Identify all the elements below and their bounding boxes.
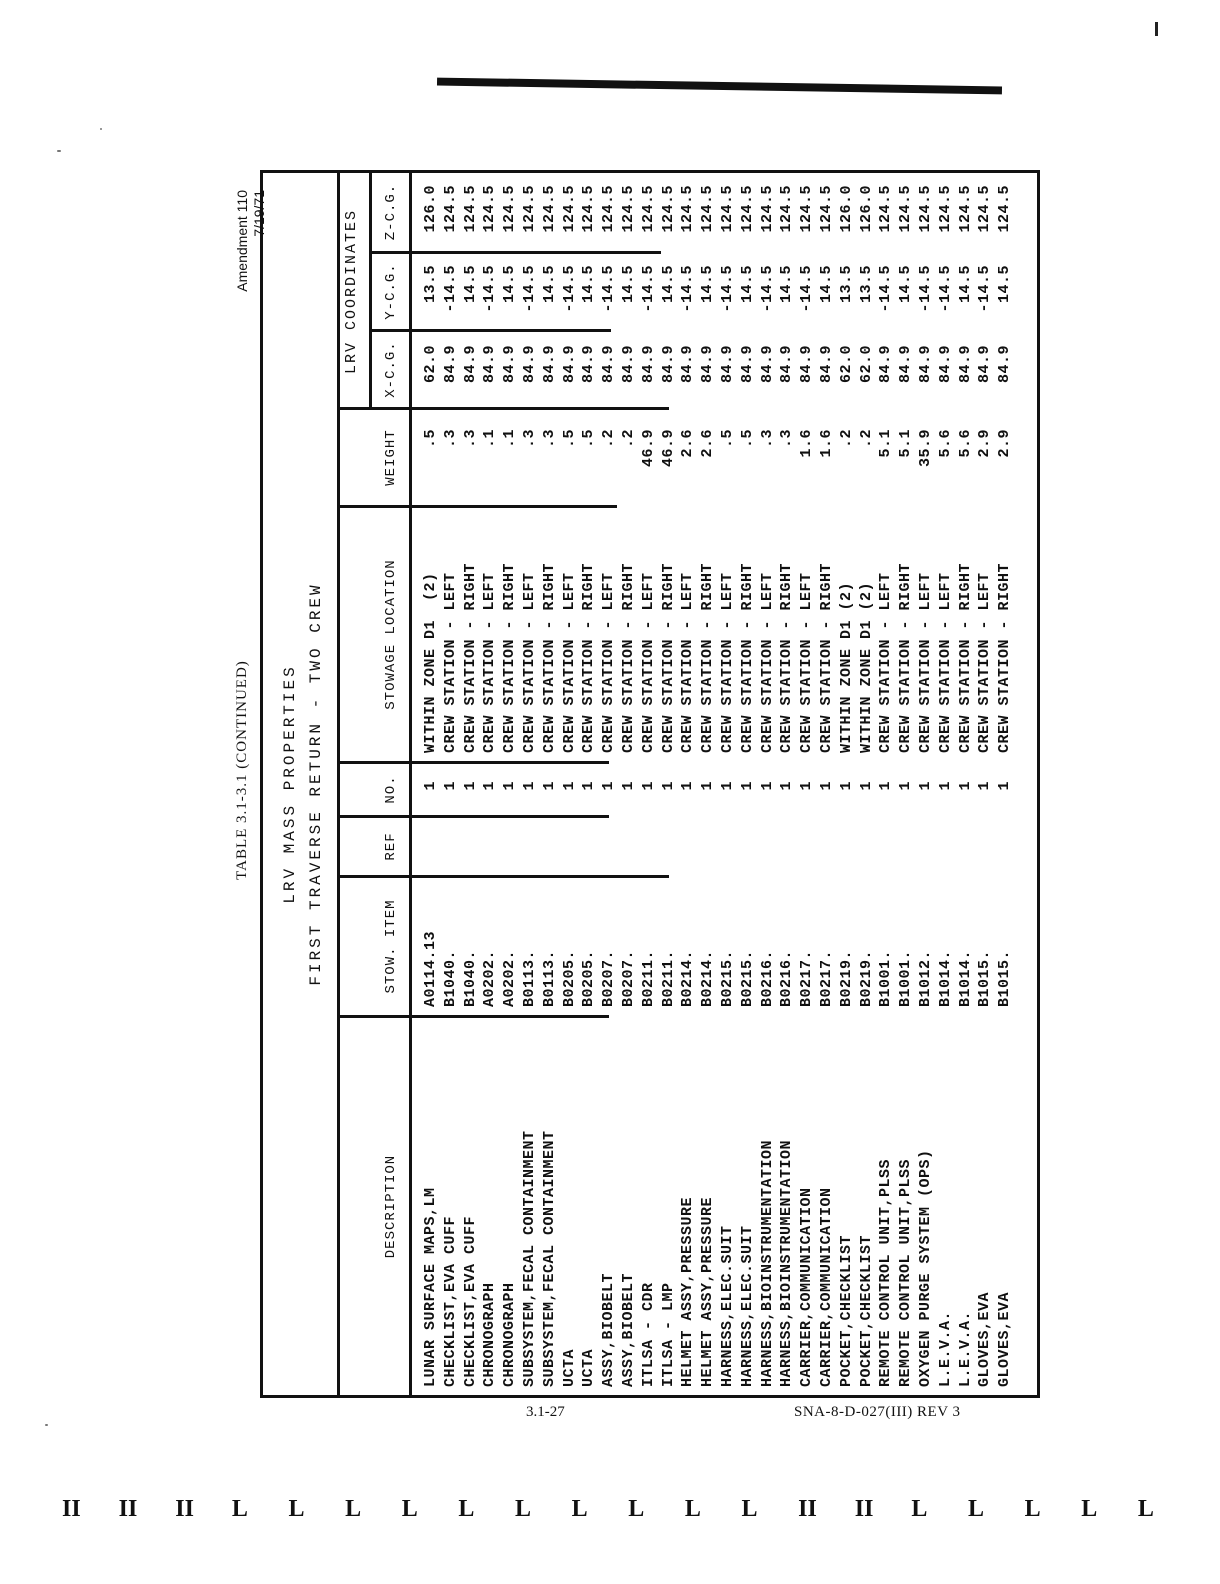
col-header-ref: REF <box>383 832 399 861</box>
cell-weight: 5.1 <box>877 429 895 458</box>
cell-y-cg: 14.5 <box>738 265 756 304</box>
cell-z-cg: 124.5 <box>916 185 934 233</box>
edge-mark: L <box>628 1496 645 1522</box>
cell-x-cg: 84.9 <box>956 345 974 384</box>
scan-speck <box>100 128 102 130</box>
cell-stowage-location: CREW STATION - LEFT <box>798 572 816 753</box>
cell-stowage-location: CREW STATION - LEFT <box>600 572 618 753</box>
cell-z-cg: 124.5 <box>718 185 736 233</box>
cell-y-cg: 14.5 <box>699 265 717 304</box>
cell-y-cg: 13.5 <box>837 265 855 304</box>
cell-x-cg: 84.9 <box>600 345 618 384</box>
cell-stow-item: B0207. <box>619 949 637 1007</box>
cell-description: ITLSA - CDR <box>639 1282 657 1387</box>
cell-y-cg: -14.5 <box>936 265 954 313</box>
cell-z-cg: 124.5 <box>600 185 618 233</box>
cell-description: HARNESS,ELEC.SUIT <box>738 1225 756 1387</box>
cell-y-cg: 14.5 <box>817 265 835 304</box>
cell-y-cg: 14.5 <box>956 265 974 304</box>
col-header-z-cg: Z-C.G. <box>383 183 399 241</box>
cell-weight: 1.6 <box>798 429 816 458</box>
cell-number: 1 <box>461 781 479 791</box>
cell-description: POCKET,CHECKLIST <box>837 1234 855 1387</box>
cell-z-cg: 124.5 <box>481 185 499 233</box>
cell-stow-item: B0214. <box>679 949 697 1007</box>
description-column <box>421 1019 1015 1387</box>
cell-y-cg: -14.5 <box>600 265 618 313</box>
cell-weight: .1 <box>481 429 499 449</box>
cell-number: 1 <box>540 781 558 791</box>
cell-weight: .1 <box>501 429 519 449</box>
cell-description: CHRONOGRAPH <box>481 1282 499 1387</box>
edge-mark: L <box>911 1496 928 1522</box>
cell-y-cg: -14.5 <box>916 265 934 313</box>
cell-y-cg: 14.5 <box>619 265 637 304</box>
cell-description: HELMET ASSY,PRESSURE <box>679 1196 697 1387</box>
cell-stow-item: B1014. <box>936 949 954 1007</box>
cell-stowage-location: CREW STATION - RIGHT <box>501 562 519 753</box>
cell-number: 1 <box>481 781 499 791</box>
cell-stowage-location: CREW STATION - LEFT <box>758 572 776 753</box>
cell-z-cg: 124.5 <box>956 185 974 233</box>
cell-description: LUNAR SURFACE MAPS,LM <box>422 1187 439 1387</box>
cell-number: 1 <box>600 781 618 791</box>
cell-weight: 46.9 <box>659 429 677 468</box>
cell-stowage-location: CREW STATION - LEFT <box>560 572 578 753</box>
edge-mark: L <box>1081 1496 1098 1522</box>
cell-x-cg: 84.9 <box>540 345 558 384</box>
cell-stow-item: B0211. <box>659 949 677 1007</box>
cell-x-cg: 84.9 <box>659 345 677 384</box>
cell-stowage-location: CREW STATION - LEFT <box>441 572 459 753</box>
table-title: LRV MASS PROPERTIES <box>281 664 299 904</box>
cell-stowage-location: CREW STATION - LEFT <box>718 572 736 753</box>
cell-z-cg: 124.5 <box>639 185 657 233</box>
cell-weight: .3 <box>758 429 776 449</box>
edge-mark: L <box>968 1496 985 1522</box>
cell-stowage-location: CREW STATION - RIGHT <box>817 562 835 753</box>
cell-stowage-location: CREW STATION - RIGHT <box>580 562 598 753</box>
cell-z-cg: 124.5 <box>996 185 1014 233</box>
cell-x-cg: 84.9 <box>501 345 519 384</box>
cell-x-cg: 84.9 <box>778 345 796 384</box>
redaction-rule <box>437 78 1002 95</box>
edge-mark: II <box>118 1496 138 1522</box>
cell-z-cg: 124.5 <box>817 185 835 233</box>
cell-z-cg: 124.5 <box>441 185 459 233</box>
cell-z-cg: 126.0 <box>422 185 439 233</box>
cell-z-cg: 126.0 <box>837 185 855 233</box>
cell-stow-item: B0219. <box>837 949 855 1007</box>
edge-mark: L <box>1024 1496 1041 1522</box>
cell-z-cg: 124.5 <box>778 185 796 233</box>
cell-description: CARRIER,COMMUNICATION <box>817 1187 835 1387</box>
cell-y-cg: 13.5 <box>857 265 875 304</box>
cell-z-cg: 124.5 <box>699 185 717 233</box>
cell-stow-item: B0205. <box>580 949 598 1007</box>
cell-weight: 1.6 <box>817 429 835 458</box>
cell-stowage-location: CREW STATION - LEFT <box>976 572 994 753</box>
cell-stow-item: A0202. <box>481 949 499 1007</box>
cell-y-cg: -14.5 <box>441 265 459 313</box>
cell-x-cg: 84.9 <box>461 345 479 384</box>
col-header-no: NO. <box>383 775 399 804</box>
cell-weight: .3 <box>461 429 479 449</box>
cell-x-cg: 84.9 <box>877 345 895 384</box>
scan-speck <box>45 1424 48 1426</box>
cell-z-cg: 124.5 <box>798 185 816 233</box>
cell-z-cg: 124.5 <box>976 185 994 233</box>
number-column <box>421 781 1015 815</box>
cell-x-cg: 84.9 <box>699 345 717 384</box>
cell-stowage-location: CREW STATION - LEFT <box>679 572 697 753</box>
cell-number: 1 <box>897 781 915 791</box>
page-number: 3.1-27 <box>526 1404 565 1420</box>
cell-weight: .3 <box>520 429 538 449</box>
cell-number: 1 <box>778 781 796 791</box>
cell-stow-item: B0216. <box>758 949 776 1007</box>
cell-stow-item: B0211. <box>639 949 657 1007</box>
cell-z-cg: 126.0 <box>857 185 875 233</box>
amendment-number: Amendment 110 <box>234 190 250 292</box>
stowage-location-column <box>421 509 1015 753</box>
cell-x-cg: 84.9 <box>441 345 459 384</box>
cell-weight: .5 <box>580 429 598 449</box>
cell-description: POCKET,CHECKLIST <box>857 1234 875 1387</box>
cell-y-cg: -14.5 <box>520 265 538 313</box>
cell-weight: 35.9 <box>916 429 934 468</box>
cell-z-cg: 124.5 <box>619 185 637 233</box>
cell-number: 1 <box>817 781 835 791</box>
cell-stowage-location: CREW STATION - RIGHT <box>461 562 479 753</box>
weight-column <box>421 429 1015 505</box>
cell-y-cg: -14.5 <box>560 265 578 313</box>
cell-stow-item: B1014. <box>956 949 974 1007</box>
cell-description: L.E.V.A. <box>936 1310 954 1387</box>
edge-mark: L <box>1137 1496 1154 1522</box>
cell-stow-item: B1040. <box>441 949 459 1007</box>
cell-number: 1 <box>857 781 875 791</box>
cell-stow-item: B0205. <box>560 949 578 1007</box>
cell-description: CHECKLIST,EVA CUFF <box>441 1215 459 1387</box>
cell-weight: .2 <box>619 429 637 449</box>
cell-stowage-location: WITHIN ZONE D1 (2) <box>422 572 439 753</box>
cell-y-cg: -14.5 <box>718 265 736 313</box>
edge-mark: L <box>231 1496 248 1522</box>
cell-number: 1 <box>718 781 736 791</box>
cell-stow-item: B1015. <box>976 949 994 1007</box>
edge-mark: L <box>401 1496 418 1522</box>
cell-x-cg: 84.9 <box>580 345 598 384</box>
edge-mark: II <box>854 1496 874 1522</box>
cell-z-cg: 124.5 <box>758 185 776 233</box>
cell-z-cg: 124.5 <box>580 185 598 233</box>
header-divider <box>337 173 340 1395</box>
cell-weight: .5 <box>422 429 439 449</box>
cell-number: 1 <box>798 781 816 791</box>
cell-stow-item: B0215. <box>738 949 756 1007</box>
mass-properties-table <box>260 170 1040 1398</box>
cell-y-cg: -14.5 <box>877 265 895 313</box>
rotated-page <box>230 140 1030 1400</box>
cell-stowage-location: CREW STATION - RIGHT <box>699 562 717 753</box>
cell-weight: 5.6 <box>956 429 974 458</box>
cell-stow-item: B1001. <box>897 949 915 1007</box>
col-header-weight: WEIGHT <box>383 429 399 486</box>
cell-y-cg: -14.5 <box>798 265 816 313</box>
cell-x-cg: 84.9 <box>718 345 736 384</box>
col-header-description: DESCRIPTION <box>383 1154 399 1259</box>
cell-number: 1 <box>659 781 677 791</box>
cell-number: 1 <box>916 781 934 791</box>
cell-description: REMOTE CONTROL UNIT,PLSS <box>897 1158 915 1387</box>
cell-stowage-location: CREW STATION - RIGHT <box>659 562 677 753</box>
cell-weight: 46.9 <box>639 429 657 468</box>
cell-x-cg: 84.9 <box>560 345 578 384</box>
cell-number: 1 <box>996 781 1014 791</box>
cell-z-cg: 124.5 <box>659 185 677 233</box>
edge-mark: II <box>175 1496 194 1522</box>
cell-weight: .5 <box>560 429 578 449</box>
cell-stow-item: B1015. <box>996 949 1014 1007</box>
cell-stow-item: B1012. <box>916 949 934 1007</box>
cell-x-cg: 84.9 <box>639 345 657 384</box>
cell-x-cg: 62.0 <box>857 345 875 384</box>
cell-x-cg: 84.9 <box>817 345 835 384</box>
cell-number: 1 <box>560 781 578 791</box>
y-cg-column <box>421 265 1015 329</box>
cell-weight: .3 <box>778 429 796 449</box>
cell-y-cg: -14.5 <box>976 265 994 313</box>
cell-description: OXYGEN PURGE SYSTEM (OPS) <box>916 1149 934 1387</box>
cell-stowage-location: CREW STATION - RIGHT <box>778 562 796 753</box>
cell-stowage-location: CREW STATION - RIGHT <box>996 562 1014 753</box>
cell-stowage-location: CREW STATION - RIGHT <box>540 562 558 753</box>
cell-stowage-location: WITHIN ZONE D1 (2) <box>837 581 855 753</box>
cell-description: CHRONOGRAPH <box>501 1282 519 1387</box>
col-header-stow-item: STOW. ITEM <box>383 899 399 994</box>
cell-z-cg: 124.5 <box>679 185 697 233</box>
cell-number: 1 <box>422 781 439 791</box>
cell-weight: 2.6 <box>679 429 697 458</box>
cell-number: 1 <box>837 781 855 791</box>
cell-stow-item: B0113. <box>520 949 538 1007</box>
edge-mark: II <box>798 1496 817 1522</box>
cell-description: HELMET ASSY,PRESSURE <box>699 1196 717 1387</box>
cell-x-cg: 62.0 <box>422 345 439 384</box>
cell-description: HARNESS,BIOINSTRUMENTATION <box>758 1139 776 1387</box>
z-cg-column <box>421 185 1015 251</box>
edge-mark: II <box>62 1496 81 1522</box>
col-header-location: STOWAGE LOCATION <box>383 559 399 710</box>
cell-stowage-location: CREW STATION - LEFT <box>877 572 895 753</box>
cell-x-cg: 84.9 <box>916 345 934 384</box>
cell-description: GLOVES,EVA <box>996 1291 1014 1387</box>
cell-stowage-location: CREW STATION - RIGHT <box>738 562 756 753</box>
cell-weight: 5.1 <box>897 429 915 458</box>
cell-description: HARNESS,BIOINSTRUMENTATION <box>778 1139 796 1387</box>
cell-stow-item: B0217. <box>798 949 816 1007</box>
cell-y-cg: 14.5 <box>580 265 598 304</box>
cell-stow-item: B1001. <box>877 949 895 1007</box>
cell-z-cg: 124.5 <box>461 185 479 233</box>
cell-z-cg: 124.5 <box>501 185 519 233</box>
cell-weight: .2 <box>837 429 855 449</box>
cell-stow-item: B0219. <box>857 949 875 1007</box>
scan-edge-marks <box>62 1498 1152 1520</box>
edge-mark: L <box>345 1496 362 1522</box>
cell-y-cg: -14.5 <box>639 265 657 313</box>
cell-stow-item: B1040. <box>461 949 479 1007</box>
cell-stowage-location: CREW STATION - LEFT <box>520 572 538 753</box>
cell-x-cg: 84.9 <box>619 345 637 384</box>
cell-description: SUBSYSTEM,FECAL CONTAINMENT <box>520 1130 538 1387</box>
cell-x-cg: 84.9 <box>996 345 1014 384</box>
cell-x-cg: 84.9 <box>520 345 538 384</box>
cell-number: 1 <box>580 781 598 791</box>
cell-stow-item: B0214. <box>699 949 717 1007</box>
cell-y-cg: 14.5 <box>540 265 558 304</box>
cell-stowage-location: CREW STATION - RIGHT <box>897 562 915 753</box>
cell-y-cg: 14.5 <box>778 265 796 304</box>
cell-y-cg: 14.5 <box>659 265 677 304</box>
cell-y-cg: 14.5 <box>996 265 1014 304</box>
cell-stowage-location: WITHIN ZONE D1 (2) <box>857 581 875 753</box>
cell-x-cg: 62.0 <box>837 345 855 384</box>
cell-weight: .5 <box>718 429 736 449</box>
cell-number: 1 <box>738 781 756 791</box>
cell-description: ASSY,BIOBELT <box>619 1272 637 1387</box>
cell-weight: .3 <box>441 429 459 449</box>
cell-x-cg: 84.9 <box>679 345 697 384</box>
edge-mark: L <box>515 1496 532 1522</box>
cell-description: HARNESS,ELEC.SUIT <box>718 1225 736 1387</box>
cell-z-cg: 124.5 <box>560 185 578 233</box>
cell-y-cg: 13.5 <box>422 265 439 304</box>
cell-stowage-location: CREW STATION - LEFT <box>936 572 954 753</box>
cell-stowage-location: CREW STATION - LEFT <box>481 572 499 753</box>
cell-z-cg: 124.5 <box>540 185 558 233</box>
cell-description: SUBSYSTEM,FECAL CONTAINMENT <box>540 1130 558 1387</box>
cell-stow-item: B0215. <box>718 949 736 1007</box>
cell-weight: .3 <box>540 429 558 449</box>
cell-number: 1 <box>877 781 895 791</box>
cell-weight: .2 <box>857 429 875 449</box>
cell-x-cg: 84.9 <box>936 345 954 384</box>
cell-y-cg: -14.5 <box>679 265 697 313</box>
cell-description: CARRIER,COMMUNICATION <box>798 1187 816 1387</box>
cell-number: 1 <box>976 781 994 791</box>
cell-number: 1 <box>441 781 459 791</box>
cell-description: UCTA <box>580 1348 598 1387</box>
cell-number: 1 <box>639 781 657 791</box>
cell-x-cg: 84.9 <box>897 345 915 384</box>
cell-z-cg: 124.5 <box>520 185 538 233</box>
cell-description: L.E.V.A. <box>956 1310 974 1387</box>
cell-x-cg: 84.9 <box>758 345 776 384</box>
cell-description: UCTA <box>560 1348 578 1387</box>
edge-mark: L <box>571 1496 588 1522</box>
cell-weight: 2.6 <box>699 429 717 458</box>
document-id: SNA-8-D-027(III) REV 3 <box>794 1404 961 1420</box>
cell-number: 1 <box>699 781 717 791</box>
edge-mark: L <box>684 1496 701 1522</box>
cell-z-cg: 124.5 <box>936 185 954 233</box>
cell-number: 1 <box>501 781 519 791</box>
cg-group-header: LRV COORDINATES <box>343 208 360 375</box>
table-caption: TABLE 3.1-3.1 (CONTINUED) <box>234 660 250 880</box>
edge-mark: L <box>741 1496 758 1522</box>
cell-weight: 2.9 <box>976 429 994 458</box>
column-divider <box>369 251 661 254</box>
table-subtitle: FIRST TRAVERSE RETURN - TWO CREW <box>307 582 325 986</box>
cell-number: 1 <box>619 781 637 791</box>
cell-weight: 5.6 <box>936 429 954 458</box>
cell-number: 1 <box>956 781 974 791</box>
cell-y-cg: 14.5 <box>501 265 519 304</box>
cell-x-cg: 84.9 <box>798 345 816 384</box>
col-header-x-cg: X-C.G. <box>383 341 399 398</box>
cell-z-cg: 124.5 <box>897 185 915 233</box>
cell-stow-item: B0217. <box>817 949 835 1007</box>
cell-z-cg: 124.5 <box>877 185 895 233</box>
cell-y-cg: 14.5 <box>897 265 915 304</box>
cell-description: REMOTE CONTROL UNIT,PLSS <box>877 1158 895 1387</box>
cell-weight: .5 <box>738 429 756 449</box>
cell-description: GLOVES,EVA <box>976 1291 994 1387</box>
cell-number: 1 <box>758 781 776 791</box>
cell-x-cg: 84.9 <box>481 345 499 384</box>
stow-item-column <box>421 879 1015 1007</box>
cell-number: 1 <box>679 781 697 791</box>
cell-y-cg: -14.5 <box>758 265 776 313</box>
scan-speck <box>57 150 61 152</box>
corner-tick-mark <box>1155 22 1158 36</box>
cell-z-cg: 124.5 <box>738 185 756 233</box>
cell-stow-item: A0114.13 <box>422 930 439 1007</box>
cell-stowage-location: CREW STATION - LEFT <box>639 572 657 753</box>
cell-stow-item: A0202. <box>501 949 519 1007</box>
cell-description: ITLSA - LMP <box>659 1282 677 1387</box>
col-header-y-cg: Y-C.G. <box>383 263 399 320</box>
cell-description: ASSY,BIOBELT <box>600 1272 618 1387</box>
x-cg-column <box>421 345 1015 407</box>
edge-mark: L <box>458 1496 475 1522</box>
cell-description: CHECKLIST,EVA CUFF <box>461 1215 479 1387</box>
cell-stow-item: B0207. <box>600 949 618 1007</box>
cell-x-cg: 84.9 <box>976 345 994 384</box>
amendment-date: 7/19/71 <box>251 190 267 237</box>
cell-stow-item: B0113. <box>540 949 558 1007</box>
cell-stow-item: B0216. <box>778 949 796 1007</box>
cell-weight: .2 <box>600 429 618 449</box>
cell-y-cg: 14.5 <box>461 265 479 304</box>
cell-weight: 2.9 <box>996 429 1014 458</box>
edge-mark: L <box>288 1496 305 1522</box>
cell-x-cg: 84.9 <box>738 345 756 384</box>
cell-stowage-location: CREW STATION - RIGHT <box>619 562 637 753</box>
cell-number: 1 <box>520 781 538 791</box>
cell-stowage-location: CREW STATION - RIGHT <box>956 562 974 753</box>
cell-y-cg: -14.5 <box>481 265 499 313</box>
cell-stowage-location: CREW STATION - LEFT <box>916 572 934 753</box>
cell-number: 1 <box>936 781 954 791</box>
